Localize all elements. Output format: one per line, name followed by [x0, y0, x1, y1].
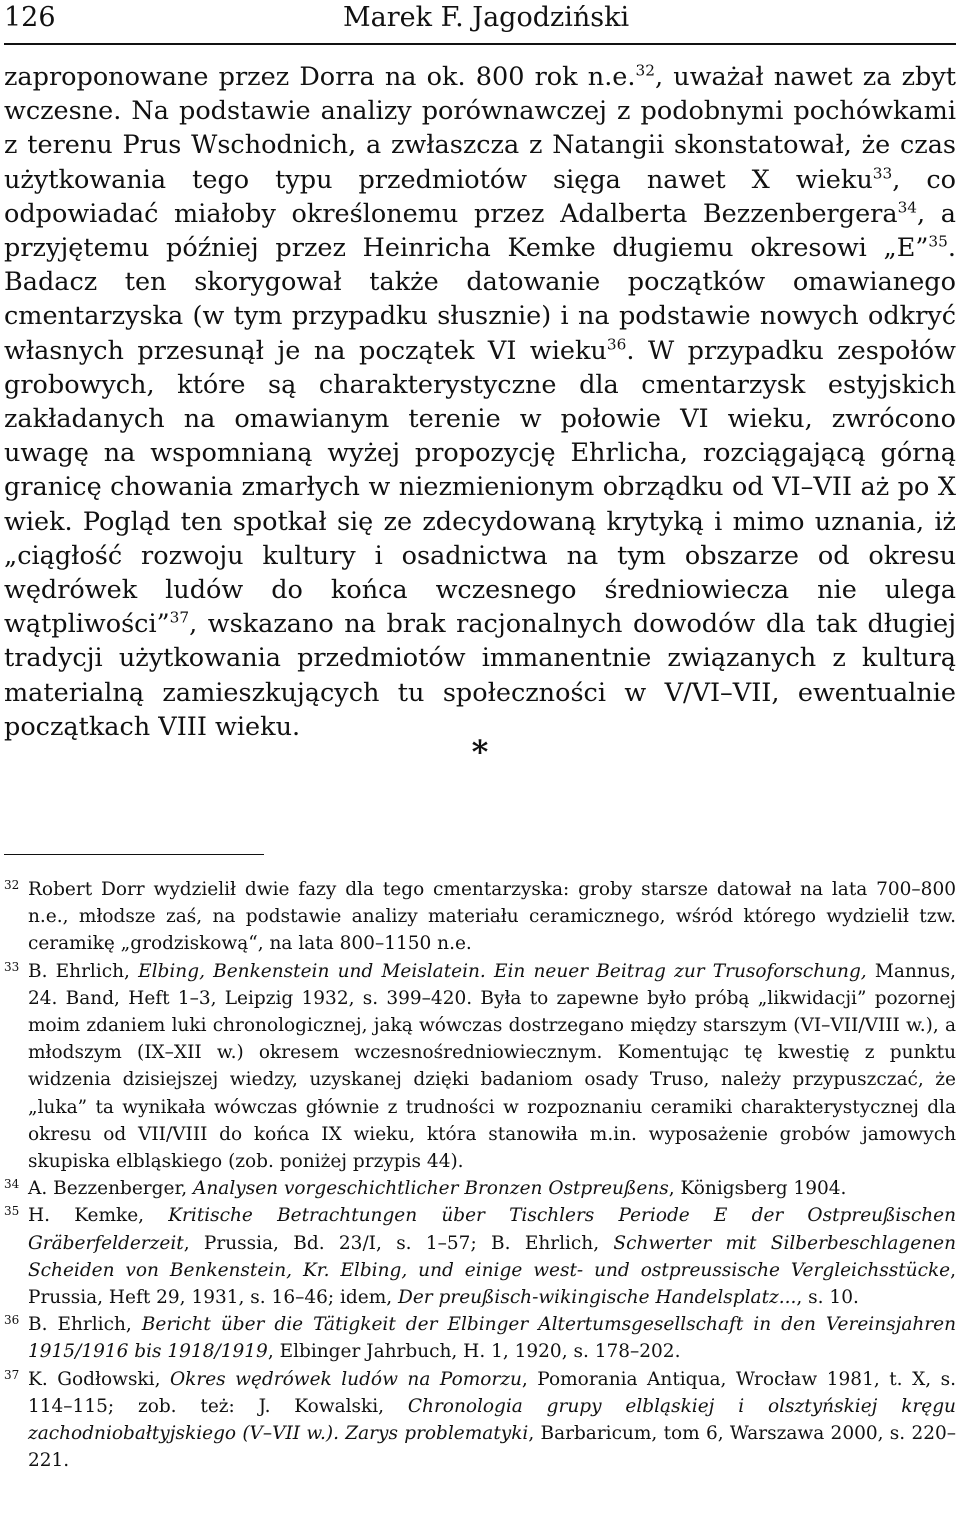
footnote-ref-32[interactable]: 32	[635, 61, 655, 80]
text-run: . Badacz ten skorygował także datowanie początków omawianego cmentarzyska (w tym przypadku słusznie) i na podstawie nowych odkryć własnych przesunął je na początek VI wieku	[4, 233, 956, 366]
footnote-text: , s. 10.	[796, 1287, 859, 1309]
footnote-37	[4, 1366, 956, 1475]
citation-title: Chronologia grupy elbląskiej i olsztyńskiej kręgu zachodniobałtyjskiego (V–VII w.). Zarys problematyki	[28, 1395, 956, 1445]
footnote-number: 34	[4, 1177, 20, 1192]
citation-title: Der preußisch-wikingische Handelsplatz...	[398, 1287, 797, 1309]
footnote-ref-34[interactable]: 34	[897, 198, 918, 217]
footnote-text: , Barbaricum, tom 6, Warszawa 2000, s. 220–221.	[28, 1423, 956, 1472]
text-run: , a przyjętemu później przez Heinricha Kemke długiemu okresowi „E”	[4, 198, 956, 264]
footnote-text: , Pomorania Antiqua, Wrocław 1981, t. X, s. 114–115; zob. też: J. Kowalski,	[28, 1368, 957, 1417]
section-separator: *	[471, 733, 489, 771]
citation-title: Elbing, Benkenstein und Meislatein. Ein neuer Beitrag zur Trusoforschung,	[138, 960, 867, 982]
citation-title: Okres wędrówek ludów na Pomorzu	[169, 1368, 522, 1390]
footnote-rule	[4, 854, 264, 855]
footnote-text: , Prussia, Bd. 23/I, s. 1–57; B. Ehrlich,	[183, 1232, 614, 1254]
footnote-text: H. Kemke,	[28, 1205, 169, 1227]
text-run: . W przypadku zespołów grobowych, które są charakterystyczne dla cmentarzysk estyjskich zakładanych na omawianym terenie w połowie VI wieku, zwrócono uwagę na wspomnianą wyżej propozycję Ehrlicha, rozciągającą górną granicę chowania zmarłych w niezmienionym obrządku od VI–VII aż po X wiek. Pogląd ten spotkał się ze zdecydowaną krytyką i mimo uznania, iż „ciągłość rozwoju kultury i osadnictwa na tym obszarze od okresu wędrówek ludów do końca wczesnego średniowiecza nie ulega wątpliwości”	[4, 335, 956, 640]
footnotes	[4, 876, 956, 1474]
footnote-number: 33	[4, 959, 20, 974]
text-run: , wskazano na brak racjonalnych dowodów dla tak długiej tradycji użytkowania przedmiotów immanentnie związanych z kulturą materialną zamieszkujących tu społeczności w V/VI–VII, ewentualnie początkach VIII wieku.	[4, 609, 956, 742]
footnote-text: Robert Dorr wydzielił dwie fazy dla tego cmentarzyska: groby starsze datował na lata 700–800 n.e., młodsze zaś, na podstawie analizy materiału ceramicznego, wśród którego wydzielił tzw. ceramikę „grodziskową“, na lata 800–1150 n.e.	[28, 879, 956, 955]
citation-title: Kritische Betrachtungen über Tischlers Periode E der Ostpreußischen Gräberfelderzeit	[28, 1205, 956, 1254]
footnote-ref-37[interactable]: 37	[169, 608, 190, 627]
text-run: , uważał nawet za zbyt wczesne. Na podstawie analizy porównawczej z podobnymi pochówkami z terenu Prus Wschodnich, a zwłaszcza z Natangii skonstatował, że czas użytkowania tego typu przedmiotów sięga nawet X wieku	[4, 62, 956, 195]
footnote-number: 37	[4, 1367, 20, 1382]
running-head: Marek F. Jagodziński	[343, 2, 630, 33]
paragraph	[4, 60, 956, 744]
text-run: , co odpowiadać miałoby określonemu przez Adalberta Bezzenbergera	[4, 164, 956, 229]
footnote-number: 35	[4, 1204, 20, 1219]
citation-title: Bericht über die Tätigkeit der Elbinger Altertumsgesellschaft in den Vereinsjahren 1915/1916 bis 1918/1919	[28, 1314, 956, 1363]
main-text	[4, 60, 956, 744]
footnote-32	[4, 876, 956, 958]
footnote-number: 36	[4, 1313, 20, 1328]
footnote-text: , Prussia, Heft 29, 1931, s. 16–46; idem,	[28, 1259, 956, 1309]
footnote-33	[4, 958, 956, 1176]
footnote-ref-35[interactable]: 35	[928, 232, 948, 251]
footnote-text: Mannus, 24. Band, Heft 1–3, Leipzig 1932, s. 399–420. Była to zapewne było próbą „likwidacji” pozornej moim zdaniem luki chronologicznej, jaką wówczas dostrzegano między starszym (VI–VII/VIII w.), a młodszym (IX–XII w.) okresem wczesnośredniowiecznym. Komentując tę kwestię z punktu widzenia dzisiejszej wiedzy, uzyskanej dzięki badaniom osady Truso, należy przypuszczać, że „luka” ta wynikała wówczas głównie z trudności w rozpoznaniu ceramiki charakterystycznej dla okresu od VII/VIII do końca IX wieku, która stanowiła m.in. wyposażenie grobów jamowych skupiska elbląskiego (zob. poniżej przypis 44).	[28, 960, 956, 1173]
footnote-text: , Elbinger Jahrbuch, H. 1, 1920, s. 178–202.	[267, 1341, 681, 1363]
footnote-35	[4, 1202, 956, 1311]
footnote-text: A. Bezzenberger,	[28, 1178, 194, 1200]
footnote-text: K. Godłowski,	[28, 1368, 170, 1390]
header-rule	[4, 43, 956, 45]
page-header	[4, 2, 956, 42]
text-run: zaproponowane przez Dorra na ok. 800 rok n.e.	[4, 62, 636, 92]
footnote-number: 32	[4, 878, 20, 892]
footnote-text: , Königsberg 1904.	[668, 1178, 847, 1200]
footnote-text: B. Ehrlich,	[28, 960, 139, 982]
footnote-34	[4, 1175, 956, 1202]
citation-title: Schwerter mit Silberbeschlagenen Scheiden von Benkenstein, Kr. Elbing, und einige west- und ostpreussische Vergleichsstücke	[28, 1232, 956, 1281]
page-number: 126	[4, 2, 56, 33]
citation-title: Analysen vorgeschichtlicher Bronzen Ostpreußens	[193, 1178, 669, 1200]
footnote-36	[4, 1311, 956, 1365]
footnote-ref-36[interactable]: 36	[606, 335, 627, 354]
footnote-ref-33[interactable]: 33	[872, 164, 893, 183]
footnote-text: B. Ehrlich,	[28, 1314, 142, 1336]
